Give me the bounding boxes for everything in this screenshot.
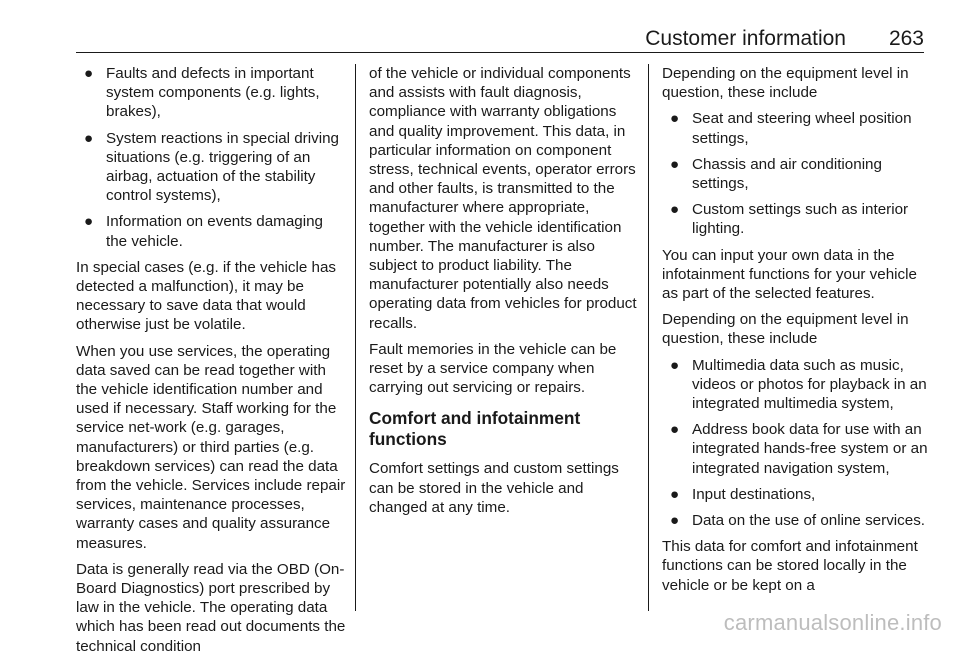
list-item: ● System reactions in special driving situations (e.g. triggering of an airbag, actuation of the stability control systems),	[84, 129, 339, 205]
column-divider	[355, 64, 356, 611]
paragraph: When you use services, the operating data saved can be read together with the vehicle identification number and used if necessary. Staff working for the service net-work (e.g. garages, manufacturers) or third parties (e.g. breakdown services) can read the data from the vehicle. Services include repair services, maintenance processes, warranty cases and quality assurance measures.	[76, 342, 346, 552]
bullet-icon: ●	[84, 129, 94, 147]
column-middle	[369, 64, 637, 524]
list-item: ● Data on the use of online services.	[670, 512, 926, 530]
paragraph: of the vehicle or individual components and assists with fault diagnosis, compliance with warranty obligations and quality improvement. This data, in particular information on component stress, technical events, operator errors and other faults, is transmitted to the manufacturer where appropriate, together with the vehicle identification number. The manufacturer is also subject to product liability. The manufacturer potentially also needs operating data from vehicles for product recalls.	[369, 65, 637, 332]
list-item: ● Faults and defects in important system components (e.g. lights, brakes),	[84, 65, 320, 121]
list-item: ● Custom settings such as interior lighting.	[670, 201, 909, 238]
page-number: 263	[888, 27, 924, 50]
bullet-list	[76, 64, 348, 251]
paragraph: In special cases (e.g. if the vehicle has detected a malfunction), it may be necessary to save data that would otherwise just be volatile.	[76, 258, 337, 334]
paragraph: Depending on the equipment level in question, these include	[662, 311, 909, 348]
column-right	[662, 64, 932, 602]
paragraph: Comfort settings and custom settings can be stored in the vehicle and changed at any time.	[369, 460, 619, 516]
bullet-icon: ●	[84, 65, 94, 82]
list-item: ● Chassis and air conditioning settings,	[670, 155, 882, 193]
watermark: carmanualsonline.info	[723, 610, 942, 635]
list-item: ● Multimedia data such as music, videos or photos for playback in an integrated multimedia system,	[670, 356, 927, 413]
list-item: ● Information on events damaging the vehicle.	[84, 213, 323, 250]
list-item: ● Input destinations,	[670, 485, 816, 503]
paragraph: This data for comfort and infotainment functions can be stored locally in the vehicle or be kept on a	[662, 538, 918, 594]
bullet-icon: ●	[670, 155, 680, 173]
section-heading: Comfort and infotainment functions	[369, 408, 581, 450]
bullet-icon: ●	[670, 512, 680, 530]
list-item: ● Address book data for use with an integrated hands-free system or an integrated navigation system,	[670, 421, 928, 477]
bullet-list	[662, 109, 932, 238]
bullet-icon: ●	[670, 356, 680, 374]
column-divider	[648, 64, 649, 611]
paragraph: Depending on the equipment level in question, these include	[662, 65, 909, 102]
list-item: ● Seat and steering wheel position settings,	[670, 110, 912, 147]
bullet-icon: ●	[670, 421, 680, 439]
bullet-icon: ●	[670, 485, 680, 503]
paragraph: You can input your own data in the infotainment functions for your vehicle as part of the selected features.	[662, 246, 917, 303]
paragraph: Data is generally read via the OBD (On-Board Diagnostics) port prescribed by law in the vehicle. The operating data which has been read out documents the technical condition	[76, 560, 346, 655]
bullet-list	[662, 356, 932, 531]
bullet-icon: ●	[670, 201, 680, 219]
page-header	[76, 22, 924, 53]
column-left	[76, 64, 348, 663]
bullet-icon: ●	[670, 110, 680, 128]
page-title: Customer information	[645, 27, 846, 50]
bullet-icon: ●	[84, 213, 94, 231]
paragraph: Fault memories in the vehicle can be reset by a service company when carrying out servicing or repairs.	[369, 340, 617, 397]
